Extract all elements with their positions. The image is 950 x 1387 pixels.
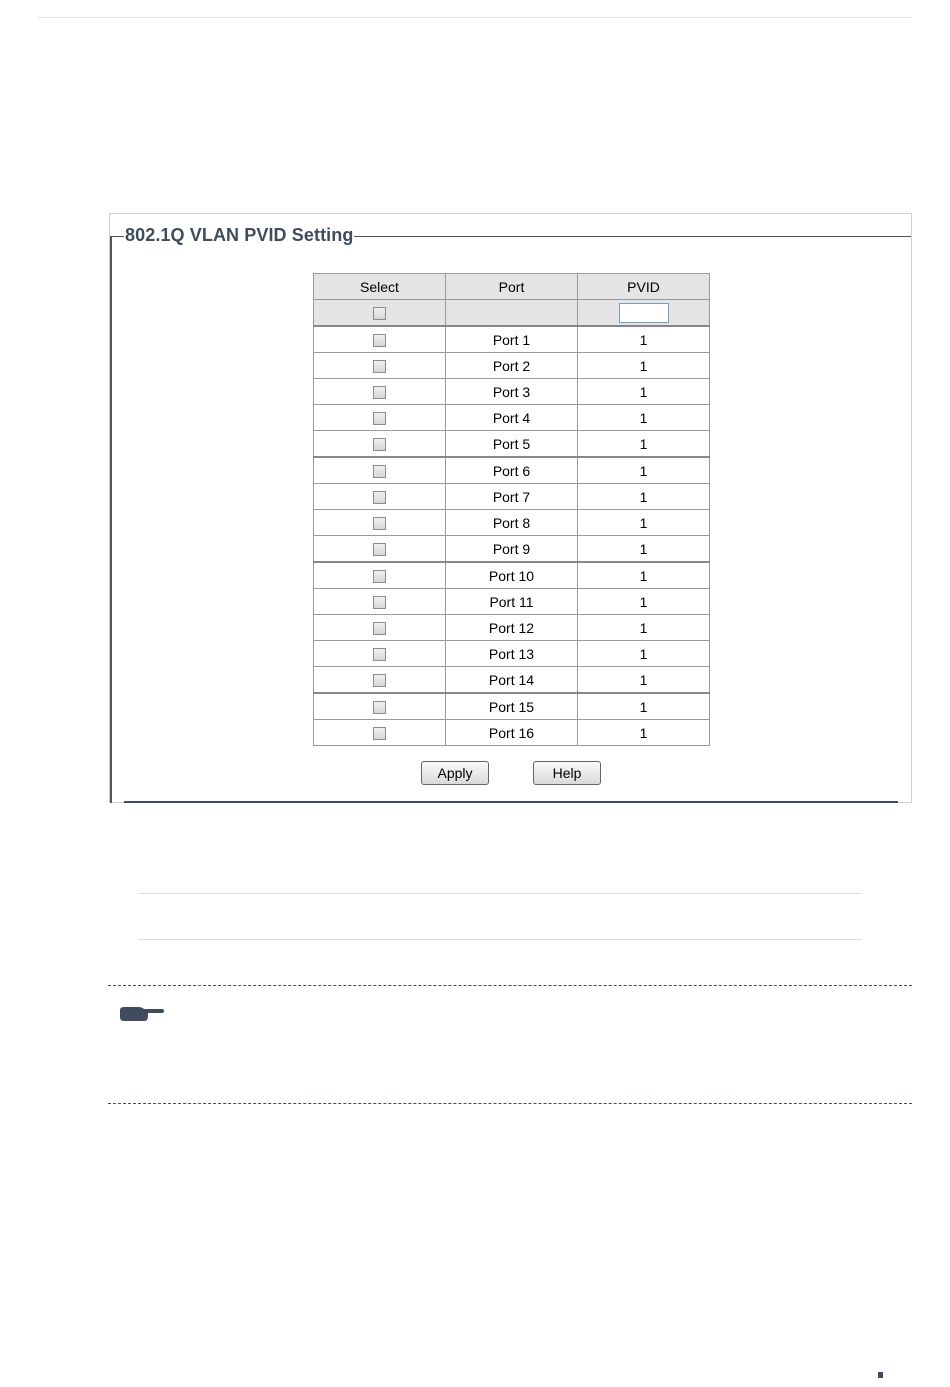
port-select-checkbox[interactable] [373, 386, 386, 399]
port-select-checkbox[interactable] [373, 596, 386, 609]
panel-bottom-border [124, 801, 898, 803]
select-cell [314, 641, 446, 667]
table-row [314, 431, 710, 458]
table-header-row [314, 274, 710, 300]
panel-left-border [110, 236, 112, 803]
pvid-cell: 1 [578, 510, 710, 536]
pvid-cell: 1 [578, 405, 710, 431]
port-cell: Port 8 [446, 510, 578, 536]
pvid-cell: 1 [578, 562, 710, 589]
pvid-input[interactable] [619, 303, 669, 323]
port-cell: Port 16 [446, 720, 578, 746]
port-cell: Port 11 [446, 589, 578, 615]
table-row [314, 510, 710, 536]
port-select-checkbox[interactable] [373, 543, 386, 556]
select-cell [314, 693, 446, 720]
port-cell: Port 4 [446, 405, 578, 431]
table-row [314, 667, 710, 694]
filter-pvid-cell [578, 300, 710, 327]
vlan-pvid-panel [109, 213, 912, 803]
port-select-checkbox[interactable] [373, 360, 386, 373]
table-row [314, 641, 710, 667]
divider [138, 939, 862, 940]
port-cell: Port 1 [446, 326, 578, 353]
port-select-checkbox[interactable] [373, 622, 386, 635]
port-cell: Port 14 [446, 667, 578, 694]
filter-port-cell [446, 300, 578, 327]
port-column-header: Port [446, 274, 578, 300]
select-cell [314, 484, 446, 510]
port-select-checkbox[interactable] [373, 412, 386, 425]
pvid-cell: 1 [578, 641, 710, 667]
port-select-checkbox[interactable] [373, 491, 386, 504]
table-row [314, 720, 710, 746]
pvid-cell: 1 [578, 457, 710, 484]
pvid-cell: 1 [578, 326, 710, 353]
table-row [314, 353, 710, 379]
select-cell [314, 457, 446, 484]
port-cell: Port 3 [446, 379, 578, 405]
port-select-checkbox[interactable] [373, 438, 386, 451]
filter-select-cell [314, 300, 446, 327]
divider [138, 893, 862, 894]
pvid-cell: 1 [578, 536, 710, 563]
select-cell [314, 615, 446, 641]
table-row [314, 457, 710, 484]
select-cell [314, 353, 446, 379]
table-row [314, 693, 710, 720]
pvid-cell: 1 [578, 720, 710, 746]
table-row [314, 326, 710, 353]
port-cell: Port 13 [446, 641, 578, 667]
table-row [314, 405, 710, 431]
panel-title: 802.1Q VLAN PVID Setting [125, 225, 354, 245]
table-row [314, 562, 710, 589]
port-cell: Port 6 [446, 457, 578, 484]
top-rule [38, 17, 912, 18]
table-row [314, 589, 710, 615]
note-bottom-border [108, 1103, 912, 1104]
filter-row [314, 300, 710, 327]
port-cell: Port 2 [446, 353, 578, 379]
select-cell [314, 405, 446, 431]
pvid-cell: 1 [578, 484, 710, 510]
select-cell [314, 326, 446, 353]
note-top-border [108, 985, 912, 986]
select-cell [314, 379, 446, 405]
port-select-checkbox[interactable] [373, 334, 386, 347]
apply-button[interactable]: Apply [421, 761, 489, 785]
select-cell [314, 589, 446, 615]
pvid-cell: 1 [578, 615, 710, 641]
port-select-checkbox[interactable] [373, 727, 386, 740]
select-all-checkbox[interactable] [373, 307, 386, 320]
select-cell [314, 431, 446, 458]
pvid-cell: 1 [578, 693, 710, 720]
table-row [314, 484, 710, 510]
select-cell [314, 536, 446, 563]
port-cell: Port 7 [446, 484, 578, 510]
pvid-cell: 1 [578, 353, 710, 379]
port-cell: Port 9 [446, 536, 578, 563]
pointing-hand-icon [118, 1004, 164, 1024]
select-cell [314, 667, 446, 694]
help-button[interactable]: Help [533, 761, 601, 785]
port-select-checkbox[interactable] [373, 465, 386, 478]
pvid-column-header: PVID [578, 274, 710, 300]
table-row [314, 615, 710, 641]
table-row [314, 379, 710, 405]
port-cell: Port 5 [446, 431, 578, 458]
select-cell [314, 510, 446, 536]
port-select-checkbox[interactable] [373, 517, 386, 530]
select-column-header: Select [314, 274, 446, 300]
pvid-cell: 1 [578, 589, 710, 615]
select-cell [314, 562, 446, 589]
page-marker [878, 1372, 883, 1378]
port-cell: Port 10 [446, 562, 578, 589]
port-select-checkbox[interactable] [373, 570, 386, 583]
pvid-cell: 1 [578, 667, 710, 694]
pvid-table [313, 273, 710, 746]
port-select-checkbox[interactable] [373, 701, 386, 714]
port-select-checkbox[interactable] [373, 674, 386, 687]
pvid-cell: 1 [578, 379, 710, 405]
port-select-checkbox[interactable] [373, 648, 386, 661]
port-cell: Port 15 [446, 693, 578, 720]
table-row [314, 536, 710, 563]
select-cell [314, 720, 446, 746]
pvid-cell: 1 [578, 431, 710, 458]
port-cell: Port 12 [446, 615, 578, 641]
